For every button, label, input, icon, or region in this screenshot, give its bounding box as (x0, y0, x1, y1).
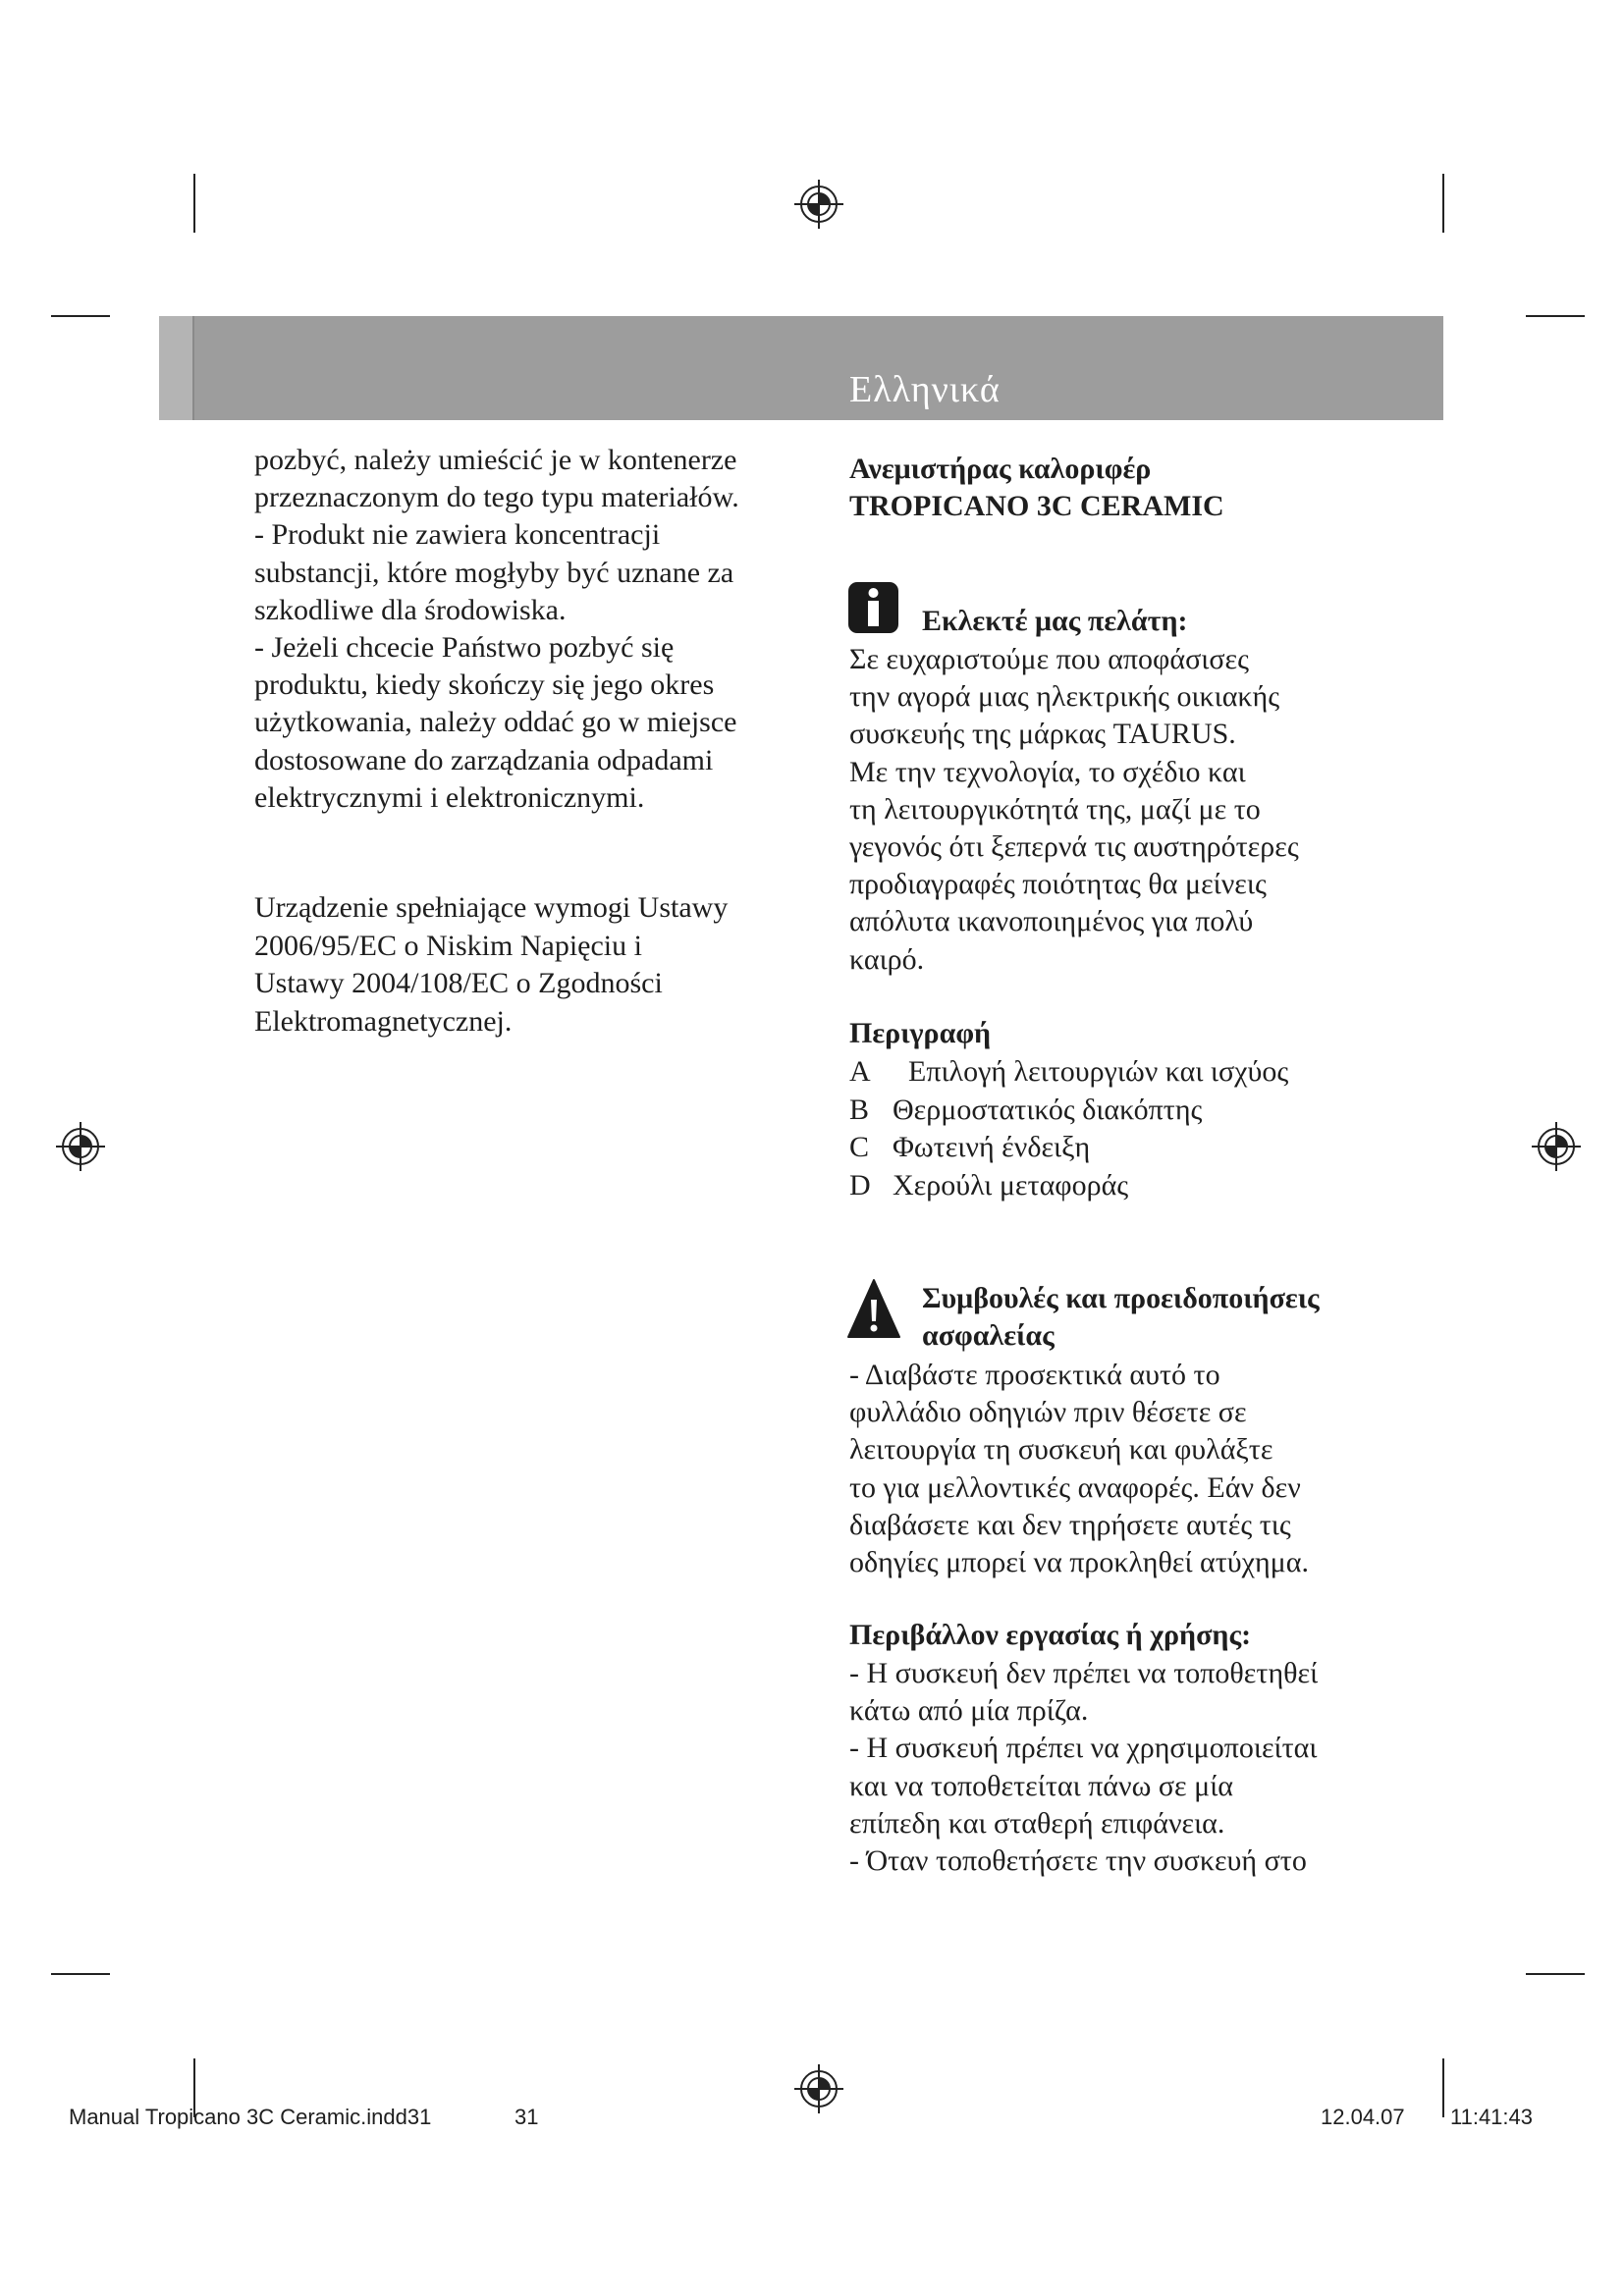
text-line: Με την τεχνολογία, το σχέδιο και (849, 755, 1246, 788)
text-line: dostosowane do zarządzania odpadami (254, 743, 714, 776)
text-line: προδιαγραφές ποιότητας θα μείνεις (849, 868, 1267, 901)
environment-heading (849, 1617, 1251, 1654)
header-bar-edge (159, 316, 194, 420)
footer-date: 12.04.07 (1321, 2105, 1405, 2129)
warning-icon (846, 1278, 901, 1339)
text-line: - Η συσκευή δεν πρέπει να τοποθετηθεί (849, 1657, 1319, 1689)
description-letter: C (849, 1131, 870, 1163)
info-icon (847, 581, 899, 634)
footer-time: 11:41:43 (1450, 2105, 1534, 2129)
registration-mark-icon (54, 1120, 107, 1173)
description-heading-text: Περιγραφή (849, 1017, 992, 1049)
description-heading (849, 1015, 991, 1052)
crop-mark-left-top (51, 315, 110, 317)
customer-heading (922, 603, 1188, 640)
language-title: Ελληνικά (849, 369, 1001, 410)
description-item (849, 1092, 1360, 1130)
text-line: απόλυτα ικανοποιημένος για πολύ (849, 905, 1254, 938)
text-line: elektrycznymi i elektronicznymi. (254, 780, 645, 814)
safety-heading (922, 1280, 1320, 1354)
footer-page-number: 31 (514, 2105, 539, 2129)
safety-text (849, 1357, 1309, 1581)
language-header-bar (159, 316, 1443, 420)
description-text: Επιλογή λειτουργιών και ισχύος (908, 1055, 1289, 1088)
text-line: - Όταν τοποθετήσετε την συσκευή στο (849, 1843, 1307, 1877)
environment-text (849, 1655, 1318, 1880)
text-line: Urządzenie spełniające wymogi Ustawy (254, 891, 729, 924)
text-line: συσκευής της μάρκας TAURUS. (849, 718, 1236, 751)
description-item (849, 1167, 1360, 1205)
safety-heading-line: Συμβουλές και προειδοποιήσεις (922, 1282, 1320, 1314)
crop-mark-right-top (1526, 315, 1585, 317)
crop-mark-top-right (1442, 174, 1444, 233)
crop-mark-bottom-right (1442, 2058, 1444, 2117)
text-line: την αγορά μιας ηλεκτρικής οικιακής (849, 680, 1280, 714)
footer-file-name: Manual Tropicano 3C Ceramic.indd31 (69, 2105, 432, 2129)
text-line: καιρό. (849, 942, 925, 976)
text-line: και να τοποθετείται πάνω σε μία (849, 1769, 1233, 1802)
environment-heading-text: Περιβάλλον εργασίας ή χρήσης: (849, 1619, 1252, 1651)
text-line: substancji, które mogłyby być uznane za (254, 556, 734, 589)
text-line: - Produkt nie zawiera koncentracji (254, 518, 661, 552)
crop-mark-left-bottom (51, 1973, 110, 1975)
description-item (849, 1129, 1360, 1167)
description-letter: A (849, 1055, 871, 1088)
product-title-line: TROPICANO 3C CERAMIC (849, 490, 1224, 523)
description-letter: B (849, 1093, 870, 1126)
text-line: φυλλάδιο οδηγιών πριν θέσετε σε (849, 1396, 1247, 1429)
safety-heading-line: ασφαλείας (922, 1318, 1055, 1352)
registration-mark-icon (1530, 1120, 1583, 1173)
customer-text (849, 641, 1299, 979)
text-line: Σε ευχαριστούμε που αποφάσισες (849, 643, 1249, 675)
text-line: επίπεδη και σταθερή επιφάνεια. (849, 1806, 1225, 1840)
text-line: λειτουργία τη συσκευή και φυλάξτε (849, 1433, 1273, 1467)
text-line: produktu, kiedy skończy się jego okres (254, 668, 715, 702)
text-line: οδηγίες μπορεί να προκληθεί ατύχημα. (849, 1545, 1309, 1578)
text-line: Ustawy 2004/108/EC o Zgodności (254, 967, 663, 999)
text-line: pozbyć, należy umieścić je w kontenerze (254, 444, 737, 476)
description-item (849, 1053, 1360, 1092)
text-line: Elektromagnetycznej. (254, 1004, 513, 1038)
description-text: Φωτεινή ένδειξη (893, 1131, 1091, 1163)
description-text: Θερμοστατικός διακόπτης (893, 1093, 1203, 1126)
crop-mark-right-bottom (1526, 1973, 1585, 1975)
left-paragraph-2 (254, 889, 728, 1041)
text-line: το για μελλοντικές αναφορές. Εάν δεν (849, 1470, 1301, 1504)
registration-mark-icon (792, 178, 845, 231)
text-line: διαβάσετε και δεν τηρήσετε αυτές τις (849, 1508, 1291, 1541)
text-line: przeznaczonym do tego typu materiałów. (254, 481, 739, 514)
description-list (849, 1053, 1360, 1204)
text-line: - Διαβάστε προσεκτικά αυτό το (849, 1359, 1220, 1391)
customer-heading-text: Εκλεκτέ μας πελάτη: (922, 605, 1188, 637)
text-line: użytkowania, należy oddać go w miejsce (254, 706, 737, 739)
text-line: τη λειτουργικότητά της, μαζί με το (849, 792, 1261, 826)
text-line: κάτω από μία πρίζα. (849, 1694, 1089, 1728)
product-title-line: Ανεμιστήρας καλοριφέρ (849, 453, 1152, 485)
text-line: szkodliwe dla środowiska. (254, 593, 567, 626)
left-paragraph-1 (254, 442, 739, 817)
registration-mark-icon (792, 2062, 845, 2115)
text-line: γεγονός ότι ξεπερνά τις αυστηρότερες (849, 829, 1299, 863)
product-title (849, 451, 1224, 525)
description-letter: D (849, 1168, 871, 1201)
text-line: - Η συσκευή πρέπει να χρησιμοποιείται (849, 1732, 1318, 1765)
text-line: - Jeżeli chcecie Państwo pozbyć się (254, 630, 675, 664)
crop-mark-top-left (193, 174, 195, 233)
description-text: Χερούλι μεταφοράς (893, 1168, 1129, 1201)
text-line: 2006/95/EC o Niskim Napięciu i (254, 929, 642, 962)
